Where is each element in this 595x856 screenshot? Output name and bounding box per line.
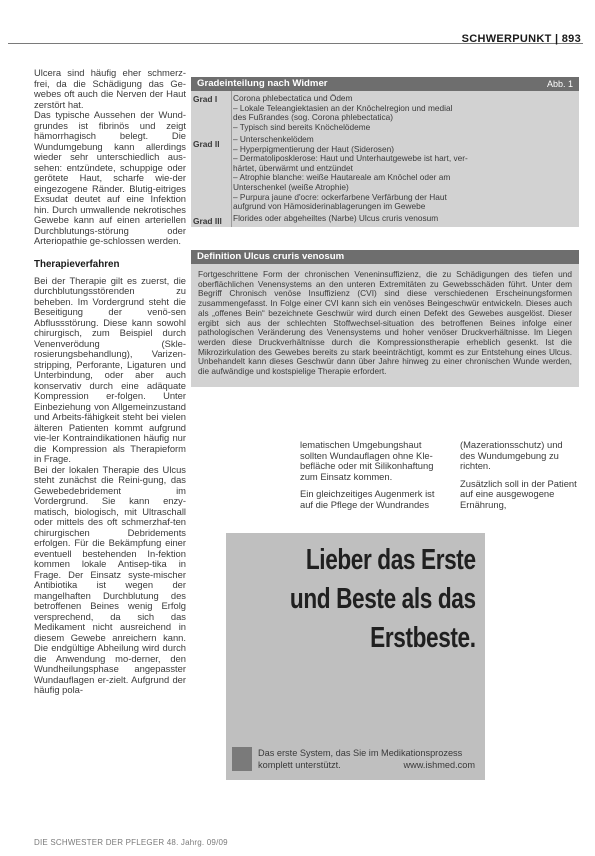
grade-line: – Lokale Teleangiektasien an der Knöchelregion und medial [233, 103, 453, 113]
definition-text: Fortgeschrittene Form der chronischen Veneninsuffizienz, die zu Schädigungen des tiefen und oberflächlichen Venensystems an den unteren Extremitäten zu Gewebsschäden führt. Unter dem Begriff Chronisch venöse Insuffizienz (CVI) sind diese verschiedenen Erscheinungsformen zusammengefasst. In Folge einer CVI kann sich ein venöses Beingeschwür entwickeln. Dieses auch als „offenes Bein“ bezeichnete Geschwür wird durch einen Defekt des Gewebes ausgelöst. Dieser ergibt sich aus der schlechten Stoffwechsel-situation des betroffenen Beines infolge einer pathologischen Veränderung des Venensystems und hoher venöser Druckverhältnisse. Im Liegen werden diese Druckverhältnisse durch die Kompressionstherapie erheblich gesenkt. Ist die Mikrozirkulation des Gewebes bereits zu stark beeinträchtigt, kommt es zur Entstehung eines Ulcus. Unbehandelt kann dieses Geschwür dann über Jahre hinweg zu einer chronischen Wunde werden, die aufwändige und kostspielige Therapie erfordert. [198, 269, 572, 377]
infobox-title-bar [191, 250, 579, 264]
paragraph: lematischen Umgebungshaut sollten Wundauflagen ohne Kle-befläche oder mit Silikonhaftung zum Einsatz kommen. [300, 439, 434, 482]
paragraph: Bei der Therapie gilt es zuerst, die durchblutungsstörenden zu beheben. Im Vordergrund steht die Beseitigung der venö-sen Abflussstörung. Diese kann sowohl chirurgisch, zum Beispiel durch Venenverödung (Skle-rosierungsbehandlung), Varizen-stripping, Perforante, Ligaturen und Unterbindung, oder aber auch konservativ durch eine adäquate Kompression er-folgen. Unter Einbeziehung von Allgemeinzustand und Arbeits-fähigkeit steht bei vielen älteren Patienten kommt aufgrund vie-ler Kontraindikationen häufig nur die Kompression als Therapieform in Frage. [34, 274, 186, 464]
grade-line: – Typisch sind bereits Knöchelödeme [233, 122, 371, 132]
ad-logo-icon [232, 747, 252, 771]
section-header: SCHWERPUNKT | 893 [461, 33, 581, 45]
grade-label: Grad III [193, 216, 222, 226]
definition-infobox [191, 250, 579, 387]
grading-infobox [191, 77, 579, 227]
ad-slogan-line: Erstbeste. [370, 622, 476, 654]
paragraph: Bei der lokalen Therapie des Ulcus steht zunächst die Reini-gung, das Gewebedebridement im Vordergrund. Sie kann enzy-matisch, biologisch, mit Ultraschall oder mittels des oft schmerzhaf-ten chirurgischen Debridements erfolgen. Für die Bekämpfung einer eventuell bestehenden In-fektion kommen lokale Antisep-tika in Frage. Der Einsatz syste-mischer Antibiotika ist wegen der mangelhaften Durchblutung des betroffenen Beines wenig Erfolg versprechend, da sich das Medikament nicht ausreichend in diesem Gewebe anreichern kann. Die endgültige Abheilung wird durch die Anwendung mo-derner, den Wundheilungsphase angepasster Wundauflagen er-zielt. Aufgrund der häufig pola- [34, 463, 186, 695]
grade-label: Grad I [193, 94, 218, 104]
paragraph: Ein gleichzeitiges Augenmerk ist auf die Pflege der Wundrandes [300, 488, 435, 510]
article-column-middle [300, 440, 442, 517]
grade-line: Corona phlebectatica und Ödem [233, 94, 353, 103]
grade-line: härtet, überwärmt und entzündet [233, 163, 353, 173]
grade-line: Florides oder abgeheiltes (Narbe) Ulcus cruris venosum [233, 214, 439, 223]
section-heading: Therapieverfahren [34, 258, 120, 270]
grade-description [233, 135, 573, 212]
grade-line: – Hyperpigmentierung der Haut (Siderosen) [233, 144, 394, 154]
paragraph: Ulcera sind häufig eher schmerz-frei, da die Schädigung das Ge-webes oft auch die Nerven der Haut zerstört hat. [34, 67, 186, 110]
grade-line: Unterschenkel (weiße Atrophie) [233, 182, 349, 192]
paragraph: Zusätzlich soll in der Patient auf eine ausgewogene Ernährung, [460, 477, 577, 510]
infobox-title: Gradeinteilung nach Widmer [197, 78, 328, 89]
ad-url-link[interactable]: www.ishmed.com [403, 760, 475, 770]
ad-slogan-line: und Beste als das [289, 583, 476, 615]
paragraph: Das typische Aussehen der Wund-grundes ist fibrinös und zeigt hämorrhagisch belegt. Die Wundumgebung kann allerdings wieder sehr unterschiedlich aus-sehen: entzündete, schuppige oder gerötete Haut, scharfe wie-der eingezogene Ränder. Blutig-eitriges Exsudat deutet auf eine Infektion hin. Durch umwallende nekrotisches Gewebe kann auf einen arteriellen Durchblutungs-störung oder Arteriopathie ge-schlossen werden. [34, 109, 186, 246]
grade-line: des Fußrandes (sog. Corona phlebectatica) [233, 113, 394, 123]
grade-description [233, 94, 573, 132]
page-footer: DIE SCHWESTER DER PFLEGER 48. Jahrg. 09/09 [34, 838, 228, 847]
ad-slogan-line: Lieber das Erste [305, 544, 476, 576]
grade-line: aufgrund von Hämosiderinablagerungen im Gewebe [233, 202, 426, 212]
article-column-left [34, 68, 186, 696]
ad-caption: Das erste System, das Sie im Medikationsprozess [258, 748, 463, 758]
advertisement[interactable] [226, 533, 485, 780]
infobox-title: Definition Ulcus cruris venosum [197, 251, 345, 262]
grade-line: – Dermatoliposklerose: Haut und Unterhautgewebe ist hart, ver- [233, 154, 468, 164]
column-divider [231, 91, 232, 227]
ad-caption: komplett unterstützt. [258, 760, 341, 770]
grade-label: Grad II [193, 139, 220, 149]
grade-description [233, 214, 573, 224]
infobox-title-bar [191, 77, 579, 91]
ad-slogan [283, 541, 485, 658]
article-column-right [460, 440, 580, 517]
grade-line: – Purpura jaune d'ocre: ockerfarbene Verfärbung der Haut [233, 192, 447, 202]
paragraph: (Mazerationsschutz) und des Wundumgebung zu richten. [460, 439, 563, 471]
figure-tag: Abb. 1 [546, 79, 573, 89]
grade-line: – Unterschenkelödem [233, 135, 314, 144]
grade-line: – Atrophie blanche: weiße Hautareale am Knöchel oder am [233, 173, 451, 183]
